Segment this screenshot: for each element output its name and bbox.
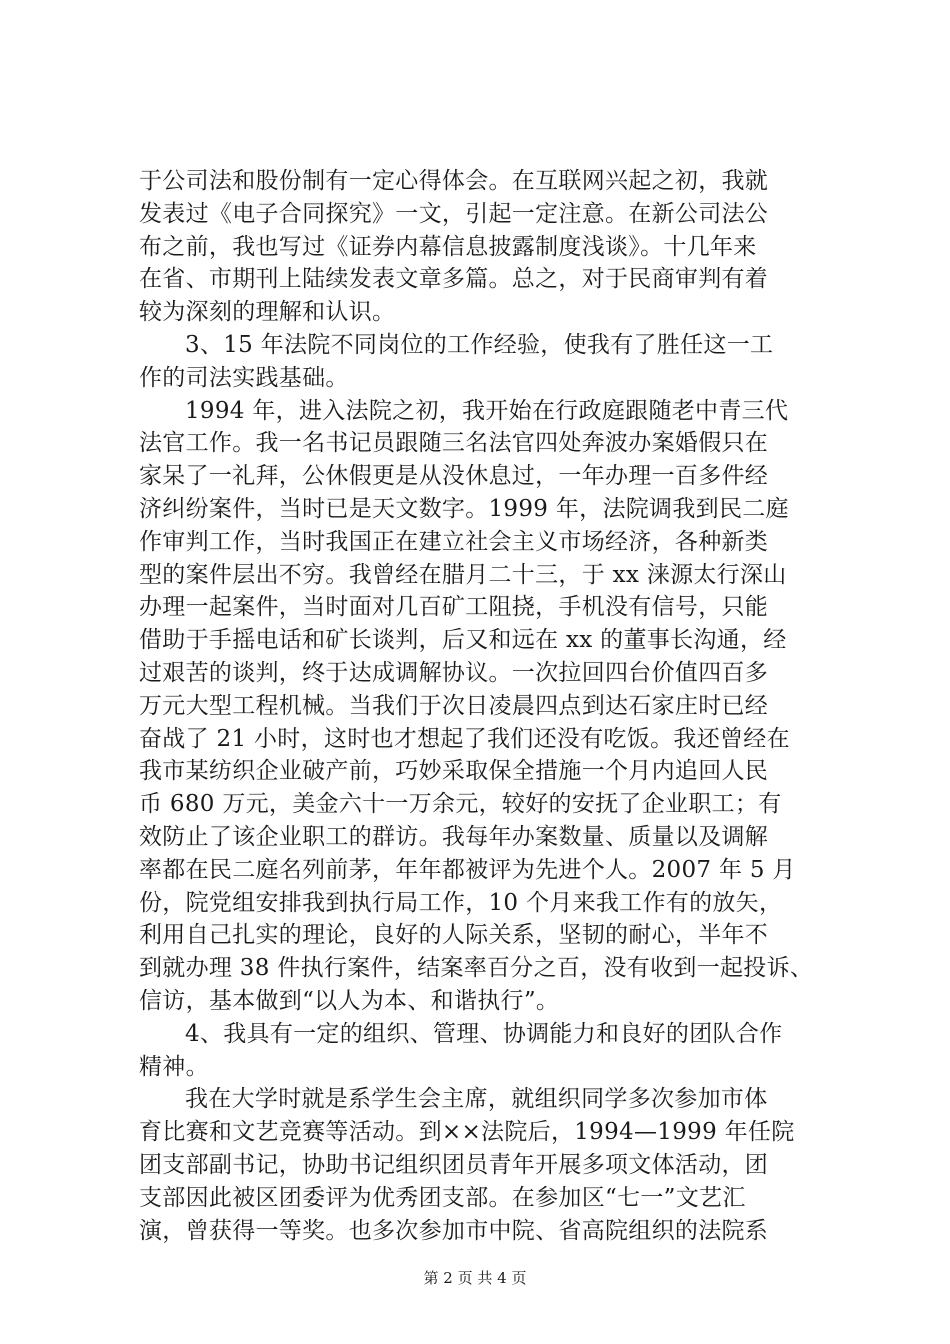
text-line: 育比赛和文艺竞赛等活动。到××法院后，1994—1999 年任院 xyxy=(139,1119,795,1146)
text-line: 我在大学时就是系学生会主席，就组织同学多次参加市体 xyxy=(185,1086,768,1113)
text-line: 团支部副书记，协助书记组织团员青年开展多项文体活动，团 xyxy=(139,1151,769,1178)
text-line: 济纠纷案件，当时已是天文数字。1999 年，法院调我到民二庭 xyxy=(139,495,789,522)
text-line: 利用自己扎实的理论，良好的人际关系，坚韧的耐心，半年不 xyxy=(139,922,769,949)
text-line: 家呆了一礼拜，公休假更是从没休息过，一年办理一百多件经 xyxy=(139,463,769,490)
text-line: 型的案件层出不穷。我曾经在腊月二十三，于 xx 涞源太行深山 xyxy=(139,561,787,588)
text-line: 3、15 年法院不同岗位的工作经验，使我有了胜任这一工 xyxy=(185,331,774,358)
text-line: 我市某纺织企业破产前，巧妙采取保全措施一个月内追回人民 xyxy=(139,758,769,785)
text-line: 到就办理 38 件执行案件，结案率百分之百，没有收到一起投诉、 xyxy=(139,955,814,982)
text-line: 演，曾获得一等奖。也多次参加市中院、省高院组织的法院系 xyxy=(139,1217,769,1244)
text-line: 效防止了该企业职工的群访。我每年办案数量、质量以及调解 xyxy=(139,823,769,850)
text-line: 币 680 万元，美金六十一万余元，较好的安抚了企业职工；有 xyxy=(139,791,782,818)
text-line: 借助于手摇电话和矿长谈判，后又和远在 xx 的董事长沟通，经 xyxy=(139,627,787,654)
text-line: 作的司法实践基础。 xyxy=(139,364,349,391)
text-line: 在省、市期刊上陆续发表文章多篇。总之，对于民商审判有着 xyxy=(139,266,769,293)
text-line: 信访，基本做到“以人为本、和谐执行”。 xyxy=(139,987,560,1014)
text-line: 发表过《电子合同探究》一文，引起一定注意。在新公司法公 xyxy=(139,200,769,227)
text-line: 率都在民二庭名列前茅，年年都被评为先进个人。2007 年 5 月 xyxy=(139,856,796,883)
text-line: 布之前，我也写过《证券内幕信息披露制度浅谈》。十几年来 xyxy=(139,233,757,260)
text-line: 万元大型工程机械。当我们于次日凌晨四点到达石家庄时已经 xyxy=(139,692,769,719)
page-footer: 第 2 页 共 4 页 xyxy=(423,1269,527,1287)
text-line: 办理一起案件，当时面对几百矿工阻挠，手机没有信号，只能 xyxy=(139,594,769,621)
text-line: 法官工作。我一名书记员跟随三名法官四处奔波办案婚假只在 xyxy=(139,430,769,457)
document-body xyxy=(139,165,829,1247)
text-line: 1994 年，进入法院之初，我开始在行政庭跟随老中青三代 xyxy=(185,397,789,424)
text-line: 过艰苦的谈判，终于达成调解协议。一次拉回四台价值四百多 xyxy=(139,659,769,686)
text-line: 于公司法和股份制有一定心得体会。在互联网兴起之初，我就 xyxy=(139,168,769,194)
text-line: 精神。 xyxy=(139,1053,209,1080)
text-line: 奋战了 21 小时，这时也才想起了我们还没有吃饭。我还曾经在 xyxy=(139,725,790,752)
text-line: 份，院党组安排我到执行局工作，10 个月来我工作有的放矢， xyxy=(139,889,783,916)
text-line: 4、我具有一定的组织、管理、协调能力和良好的团队合作 xyxy=(185,1020,783,1047)
text-line: 作审判工作，当时我国正在建立社会主义市场经济，各种新类 xyxy=(139,528,769,555)
text-line: 较为深刻的理解和认识。 xyxy=(139,299,396,326)
text-line: 支部因此被区团委评为优秀团支部。在参加区“七一”文艺汇 xyxy=(139,1184,746,1211)
